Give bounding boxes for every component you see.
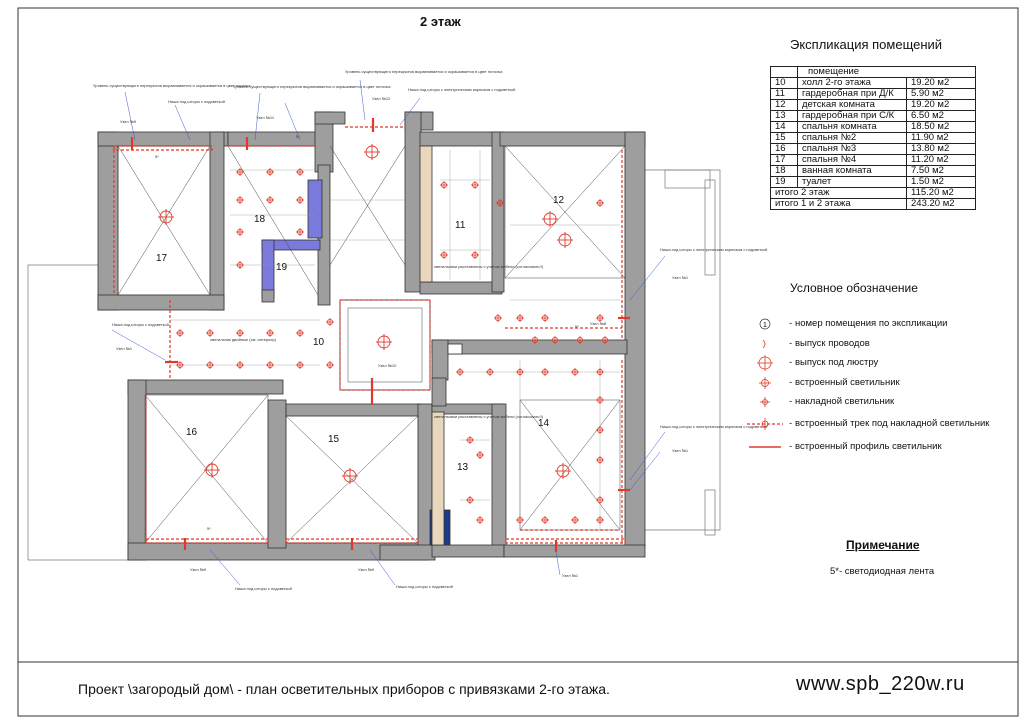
recessed-light-icon — [326, 318, 334, 326]
note-star5-d: 5* — [207, 526, 211, 531]
room-number-icon — [745, 316, 789, 332]
note-uzel1-left: Узел №1 — [116, 346, 133, 351]
recessed-light-icon — [516, 368, 524, 376]
explication-header: помещение — [798, 67, 976, 78]
footer-caption: Проект \загородый дом\ - план осветительных приборов с привязками 2-го этажа. — [78, 681, 610, 697]
legend-item — [745, 357, 1005, 371]
note-curtain-1: Ниша под шторы с подсветкой — [168, 99, 225, 104]
room-number-19: 19 — [276, 262, 288, 273]
recessed-light-icon — [236, 261, 244, 269]
recessed-light-icon — [541, 314, 549, 322]
recessed-light-icon — [596, 516, 604, 524]
room-name: гардеробная при Д/К — [798, 89, 907, 100]
legend-label: встроенный трек под накладной светильник — [795, 418, 990, 429]
total-floor2-label: итого 2 этаж — [771, 188, 907, 199]
room-name: спальня №3 — [798, 144, 907, 155]
room-name: холл 2-го этажа — [798, 78, 907, 89]
note-light-double: светильник двойные (см. интерьер) — [210, 337, 277, 342]
room-name: туалет — [798, 177, 907, 188]
note-star5-c: 5* — [575, 324, 579, 329]
room-name: ванная комната — [798, 166, 907, 177]
recessed-light-icon — [471, 181, 479, 189]
note-star5-b: 5* — [296, 134, 300, 139]
note-led-11: светильники расставлены с учетом мебели (согласовать!!) — [434, 264, 544, 269]
room-name: спальня №4 — [798, 155, 907, 166]
legend-dash: - — [789, 396, 793, 407]
recessed-light-icon — [596, 456, 604, 464]
note-level-3: Уровень существующего перекрытия выравнивается и окрашивается в цвет потолка — [345, 69, 503, 74]
room-area: 13.80 м2 — [907, 144, 976, 155]
room-number-10: 10 — [313, 337, 325, 348]
room-num: 19 — [771, 177, 798, 188]
legend-dash: - — [789, 357, 793, 368]
explication-row — [771, 78, 976, 89]
legend-dash: - — [789, 318, 793, 329]
recessed-light-icon — [541, 368, 549, 376]
legend-label: встроенный светильник — [795, 377, 900, 388]
legend-label: номер помещения по экспликации — [795, 318, 948, 329]
recessed-light-icon — [745, 375, 789, 391]
recessed-light-icon — [466, 436, 474, 444]
room-name: гардеробная при С/К — [798, 111, 907, 122]
room-number-15: 15 — [328, 434, 340, 445]
explication-row — [771, 133, 976, 144]
recessed-light-icon — [266, 329, 274, 337]
note-uzel9-b2: Узел №9 — [358, 567, 375, 572]
note-title: Примечание — [846, 538, 920, 552]
recessed-light-icon — [466, 496, 474, 504]
total-floor2-area: 115.20 м2 — [907, 188, 976, 199]
legend-dash: - — [789, 338, 793, 349]
note-level-2: Уровень существующего перекрытия выравнивается и окрашивается в цвет потолка — [233, 84, 391, 89]
legend-item — [745, 338, 1005, 352]
site-url: www.spb_220w.ru — [796, 673, 965, 695]
room-area: 11.20 м2 — [907, 155, 976, 166]
legend-label: встроенный профиль светильник — [795, 441, 942, 452]
surface-light-icon — [745, 394, 789, 410]
room-number-17: 17 — [156, 253, 168, 264]
note-uzel9-b1: Узел №9 — [190, 567, 207, 572]
explication-row — [771, 89, 976, 100]
note-led-13: светильники расставлены с учетом мебели (согласовать!!) — [434, 414, 544, 419]
note-text: 5*- светодиодная лента — [830, 566, 935, 577]
wire-outlet-icon — [745, 336, 789, 352]
explication-row — [771, 122, 976, 133]
recessed-light-icon — [486, 368, 494, 376]
room-area: 1.50 м2 — [907, 177, 976, 188]
room-num: 14 — [771, 122, 798, 133]
recessed-track-icon — [745, 416, 789, 432]
recessed-light-icon — [440, 181, 448, 189]
room-num: 16 — [771, 144, 798, 155]
recessed-light-icon — [516, 314, 524, 322]
room-num: 13 — [771, 111, 798, 122]
recessed-light-icon — [266, 196, 274, 204]
room-num: 17 — [771, 155, 798, 166]
note-curtain-elec-right: Ниша под шторы с электрическим карнизом с подсветкой — [660, 247, 768, 252]
room-area: 6.50 м2 — [907, 111, 976, 122]
room-name: детская комната — [798, 100, 907, 111]
recessed-light-icon — [206, 329, 214, 337]
total-all-area: 243.20 м2 — [907, 199, 976, 210]
room-area: 19.20 м2 — [907, 100, 976, 111]
room-number-11: 11 — [455, 220, 466, 231]
recessed-light-icon — [266, 168, 274, 176]
explication-title: Экспликация помещений — [790, 37, 943, 52]
legend-item — [745, 418, 1005, 432]
recessed-light-icon — [471, 251, 479, 259]
recessed-light-icon — [516, 516, 524, 524]
note-uzel11: Узел №11 — [256, 115, 275, 120]
recessed-light-icon — [236, 168, 244, 176]
note-uzel1-right: Узел №1 — [672, 275, 689, 280]
legend-dash: - — [789, 377, 793, 388]
explication-row — [771, 100, 976, 111]
legend-item — [745, 441, 1005, 455]
note-uzel12: Узел №12 — [372, 96, 391, 101]
explication-row — [771, 177, 976, 188]
legend-label: выпуск под люстру — [795, 357, 879, 368]
recessed-light-icon — [596, 396, 604, 404]
room-area: 18.50 м2 — [907, 122, 976, 133]
recessed-light-icon — [296, 329, 304, 337]
room-area: 5.90 м2 — [907, 89, 976, 100]
room-num: 12 — [771, 100, 798, 111]
room-num: 18 — [771, 166, 798, 177]
note-uzel8: Узел №8 — [590, 321, 607, 326]
legend-item — [745, 396, 1005, 410]
explication-row — [771, 166, 976, 177]
note-curtain-elec-low: Ниша под шторы с электрическим карнизом с подсветкой — [660, 424, 768, 429]
recessed-light-icon — [494, 314, 502, 322]
note-star5-a: 5* — [155, 154, 159, 159]
note-curtain-elec-top: Ниша под шторы с электрическим карнизом с подсветкой — [408, 87, 516, 92]
recessed-light-icon — [541, 516, 549, 524]
room-num: 10 — [771, 78, 798, 89]
recessed-light-icon — [236, 361, 244, 369]
legend-dash: - — [789, 418, 793, 429]
recessed-light-icon — [440, 251, 448, 259]
room-number-16: 16 — [186, 427, 198, 438]
room-number-12: 12 — [553, 195, 565, 206]
explication-header-row — [771, 67, 976, 78]
note-curtain-b1: Ниша под шторы с подсветкой — [235, 586, 292, 591]
legend-label: выпуск проводов — [795, 338, 870, 349]
recessed-light-icon — [456, 368, 464, 376]
recessed-light-icon — [571, 368, 579, 376]
recessed-light-icon — [236, 196, 244, 204]
recessed-profile-icon — [745, 439, 789, 455]
legend-label: накладной светильник — [795, 396, 895, 407]
legend-room-number: 1 — [763, 322, 767, 329]
recessed-light-icon — [326, 361, 334, 369]
recessed-light-icon — [596, 426, 604, 434]
recessed-light-icon — [596, 496, 604, 504]
room-number-14: 14 — [538, 418, 550, 429]
explication-total-row — [771, 188, 976, 199]
legend-dash: - — [789, 441, 793, 452]
recessed-light-icon — [296, 168, 304, 176]
note-uzel9-top: Узел №9 — [120, 119, 137, 124]
recessed-light-icon — [476, 516, 484, 524]
recessed-light-icon — [571, 516, 579, 524]
explication-row — [771, 111, 976, 122]
note-level-1: Уровень существующего перекрытия выравнивается и окрашивается в цвет потолка — [93, 83, 251, 88]
recessed-light-icon — [206, 361, 214, 369]
legend-item — [745, 318, 1005, 332]
room-number-13: 13 — [457, 462, 469, 473]
note-curtain-left: Ниша под шторы с подсветкой — [112, 322, 169, 327]
room-num: 11 — [771, 89, 798, 100]
recessed-light-icon — [596, 368, 604, 376]
recessed-light-icon — [236, 329, 244, 337]
room-number-18: 18 — [254, 214, 266, 225]
recessed-light-icon — [596, 199, 604, 207]
room-area: 19.20 м2 — [907, 78, 976, 89]
legend-title: Условное обозначение — [790, 281, 918, 295]
recessed-light-icon — [296, 361, 304, 369]
recessed-light-icon — [176, 329, 184, 337]
explication-row — [771, 155, 976, 166]
recessed-light-icon — [296, 228, 304, 236]
legend-item — [745, 377, 1005, 391]
explication-table — [770, 66, 976, 210]
recessed-light-icon — [266, 361, 274, 369]
room-name: спальня комната — [798, 122, 907, 133]
total-all-label: итого 1 и 2 этажа — [771, 199, 907, 210]
note-curtain-b2: Ниша под шторы с подсветкой — [396, 584, 453, 589]
room-num: 15 — [771, 133, 798, 144]
note-uzel10: Узел №10 — [378, 363, 397, 368]
recessed-light-icon — [476, 451, 484, 459]
note-uzel1-bottom: Узел №1 — [562, 573, 579, 578]
recessed-light-icon — [236, 228, 244, 236]
recessed-light-icon — [296, 196, 304, 204]
floor-title: 2 этаж — [420, 14, 461, 29]
explication-total-all-row — [771, 199, 976, 210]
explication-row — [771, 144, 976, 155]
room-area: 11.90 м2 — [907, 133, 976, 144]
room-area: 7.50 м2 — [907, 166, 976, 177]
chandelier-outlet-icon — [745, 355, 789, 371]
note-uzel1-mid: Узел №1 — [672, 448, 689, 453]
room-name: спальня №2 — [798, 133, 907, 144]
